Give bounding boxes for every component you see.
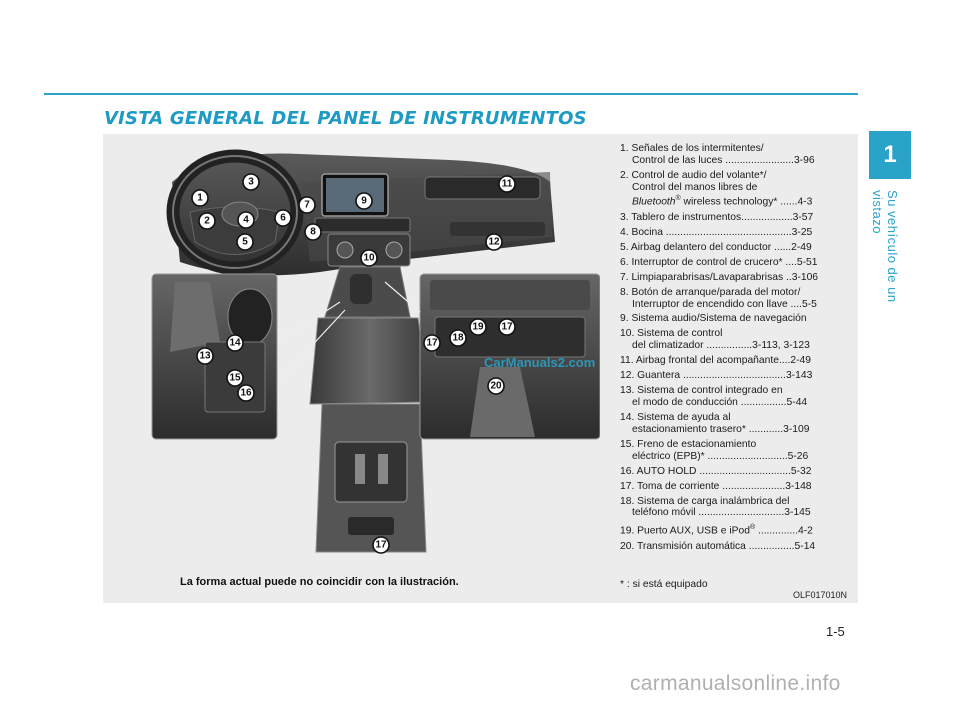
svg-text:3: 3: [248, 176, 254, 188]
callout-19: [470, 319, 486, 335]
callout-4: [238, 212, 254, 228]
svg-text:15: 15: [229, 372, 241, 384]
callout-8: [305, 224, 321, 240]
callout-7: [299, 197, 315, 213]
legend-item: 8. Botón de arranque/parada del motor/ Interruptor de encendido con llave ....5-5: [620, 286, 817, 310]
image-code: OLF017010N: [793, 590, 848, 600]
callout-5: [237, 234, 253, 250]
callout-18: [450, 330, 466, 346]
callout-17a: [424, 335, 440, 351]
page-title: VISTA GENERAL DEL PANEL DE INSTRUMENTOS: [104, 108, 587, 129]
legend-item: 12. Guantera ....................................3-143: [620, 370, 813, 382]
callout-3: [243, 174, 259, 190]
callout-17c: [373, 537, 389, 553]
svg-text:19: 19: [472, 321, 484, 333]
svg-text:17: 17: [375, 539, 387, 551]
svg-text:2: 2: [204, 215, 210, 227]
svg-text:1: 1: [197, 192, 203, 204]
callout-17b: [499, 319, 515, 335]
legend-item: 14. Sistema de ayuda al estacionamiento trasero* ............3-109: [620, 412, 810, 435]
watermark-footer: carmanualsonline.info: [630, 672, 841, 695]
instrument-panel-illustration: [150, 142, 600, 562]
svg-text:11: 11: [501, 178, 513, 190]
callout-13: [197, 348, 213, 364]
callout-6: [275, 210, 291, 226]
svg-text:10: 10: [363, 252, 375, 264]
legend-item: 10. Sistema de control del climatizador ................3-113, 3-123: [620, 328, 810, 352]
svg-text:17: 17: [426, 337, 438, 349]
header-rule: [44, 93, 858, 95]
svg-text:18: 18: [452, 332, 464, 344]
legend-item: 16. AUTO HOLD ................................5-32: [620, 465, 812, 477]
legend-item: 1. Señales de los intermitentes/ Control de las luces ........................3-96: [620, 143, 815, 166]
callout-14: [227, 335, 243, 351]
legend-item: 6. Interruptor de control de crucero* ....5-51: [620, 256, 818, 268]
legend-item: 17. Toma de corriente ......................3-148: [620, 480, 812, 492]
legend-item: 20. Transmisión automática ................5-14: [620, 540, 816, 552]
svg-text:13: 13: [199, 350, 211, 362]
svg-text:6: 6: [280, 212, 286, 224]
legend-item: 9. Sistema audio/Sistema de navegación: [620, 313, 807, 325]
legend-item: 3. Tablero de instrumentos..................3-57: [620, 211, 814, 223]
svg-text:7: 7: [304, 199, 310, 211]
callout-20: [488, 378, 504, 394]
page-number: 1-5: [826, 624, 845, 639]
chapter-title: Su vehículo de un vistazo: [870, 190, 900, 303]
legend-item: 11. Airbag frontal del acompañante....2-49: [620, 355, 811, 367]
svg-text:12: 12: [488, 236, 500, 248]
legend-list: [620, 143, 850, 556]
svg-text:9: 9: [361, 195, 367, 207]
callout-9: [356, 193, 372, 209]
legend-item: 5. Airbag delantero del conductor ......2-49: [620, 241, 812, 253]
left-inset: [152, 274, 277, 439]
svg-text:16: 16: [240, 387, 252, 399]
svg-text:17: 17: [501, 321, 513, 333]
svg-text:4: 4: [243, 214, 249, 226]
svg-text:8: 8: [310, 226, 316, 238]
legend-item: 7. Limpiaparabrisas/Lavaparabrisas ..3-106: [620, 271, 819, 283]
legend-item: 19. Puerto AUX, USB e iPod® ..............4-2: [620, 524, 813, 537]
figure-caption: La forma actual puede no coincidir con la ilustración.: [180, 576, 459, 588]
watermark-inline: CarManuals2.com: [484, 355, 596, 370]
callout-12: [486, 234, 502, 250]
svg-text:14: 14: [229, 337, 241, 349]
callout-16: [238, 385, 254, 401]
svg-text:5: 5: [242, 236, 248, 248]
legend-item: 13. Sistema de control integrado en el modo de conducción ................5-44: [620, 385, 808, 409]
callout-2: [199, 213, 215, 229]
callout-11: [499, 176, 515, 192]
callout-10: [361, 250, 377, 266]
callout-15: [227, 370, 243, 386]
legend-item: 15. Freno de estacionamiento eléctrico (EPB)* ............................5-26: [620, 438, 809, 462]
chapter-tab: 1: [869, 131, 911, 179]
svg-text:20: 20: [490, 380, 502, 392]
callout-1: [192, 190, 208, 206]
footnote: * : si está equipado: [620, 579, 708, 590]
legend-item: 18. Sistema de carga inalámbrica del teléfono móvil ..............................3-145: [620, 495, 811, 519]
legend-item: 2. Control de audio del volante*/ Control del manos libres de Bluetooth® wireless technology* ......4-3: [620, 169, 813, 208]
legend-item: 4. Bocina ............................................3-25: [620, 226, 813, 238]
